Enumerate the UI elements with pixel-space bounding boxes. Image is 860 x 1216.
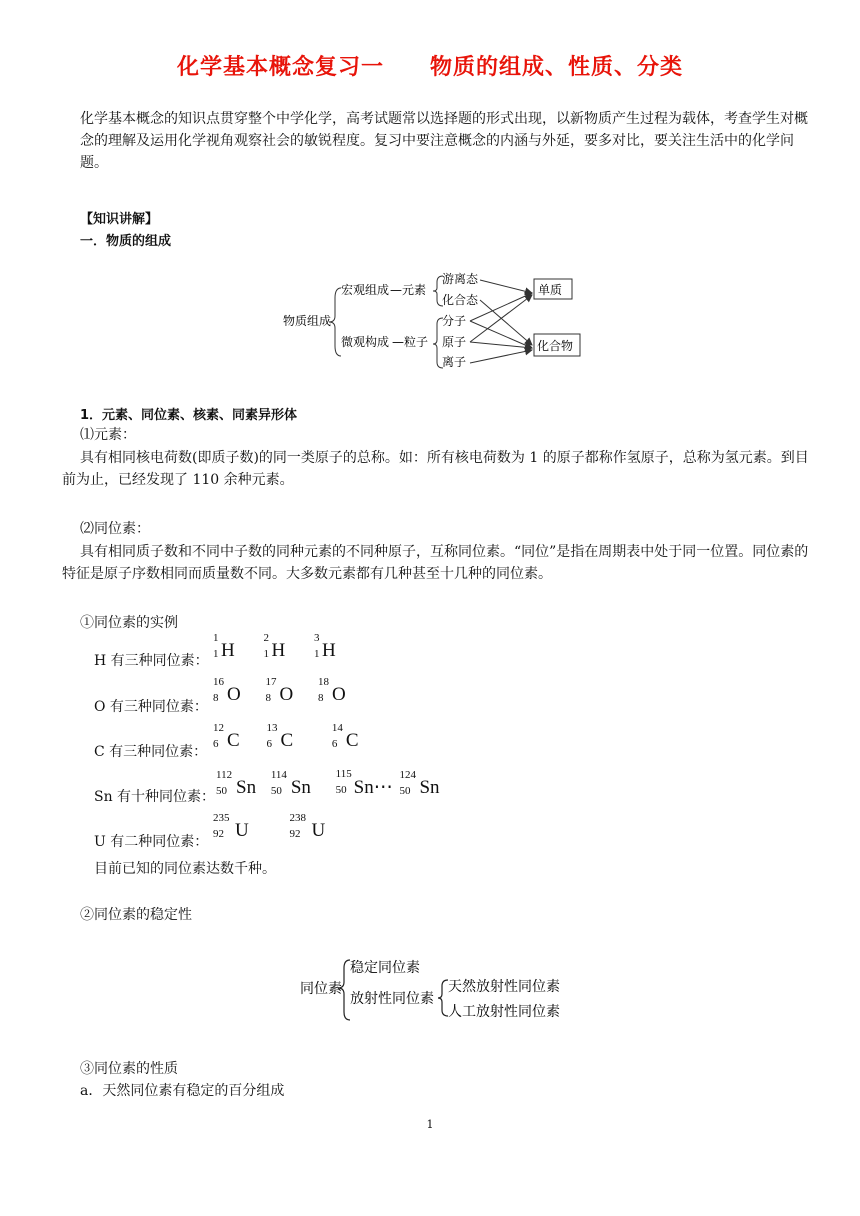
diagram2-artificial: 人工放射性同位素 <box>448 1004 560 1020</box>
section-heading-composition: 一．物质的组成 <box>80 234 172 249</box>
isotope-row-u: 235 92 U 238 92 U <box>213 812 326 841</box>
item-element-label: ⑴元素： <box>80 427 136 443</box>
diagram2-natural: 天然放射性同位素 <box>448 979 560 995</box>
known-count: 目前已知的同位素达数千种。 <box>94 861 276 877</box>
isotope-row-c: 12 6 C 13 6 C 14 6 C <box>213 722 359 751</box>
isotope-label-c: C 有三种同位素： <box>94 744 208 760</box>
diagram-micro: 微观构成 <box>341 335 390 349</box>
item-element-text: 具有相同核电荷数(即质子数)的同一类原子的总称。如：所有核电荷数为 1 的原子都称作氢原子，总称为氢元素。到目前为止，已经发现了 110 余种元素。 <box>62 450 809 488</box>
subsection-heading: 1．元素、同位素、核素、同素异形体 <box>80 408 298 423</box>
diagram2-stable: 稳定同位素 <box>350 960 420 976</box>
diagram-ion: 离子 <box>442 355 467 369</box>
isotope-row-o: 16 8 O 17 8 O 18 8 O <box>213 676 346 705</box>
isotope-row-sn: 112 50 Sn 114 50 Sn 115 50 Sn⋯ 124 50 Sn <box>216 768 440 798</box>
composition-diagram <box>275 268 595 380</box>
isotope-label-sn: Sn 有十种同位素： <box>94 789 216 805</box>
diagram-atom: 原子 <box>442 335 467 349</box>
isotope-label-u: U 有二种同位素： <box>94 834 209 850</box>
isotope-row-h: 1 1 H 2 1 H 3 1 H <box>213 632 336 661</box>
diagram2-root: 同位素 <box>300 981 342 997</box>
item-isotope-label: ⑵同位素： <box>80 521 150 537</box>
examples-title: ①同位素的实例 <box>80 615 178 631</box>
page-number: 1 <box>426 1118 434 1131</box>
diagram-molecule: 分子 <box>442 314 467 328</box>
isotope-label-h: H 有三种同位素： <box>94 653 209 669</box>
stability-title: ②同位素的稳定性 <box>80 907 192 923</box>
item-isotope-text: 具有相同质子数和不同中子数的同种元素的不同种原子，互称同位素。“同位”是指在周期表中处于同一位置。同位素的特征是原子序数相同而质量数不同。大多数元素都有几种甚至十几种的同位素。 <box>62 544 809 582</box>
property-a: a．天然同位素有稳定的百分组成 <box>80 1083 285 1099</box>
diagram-free: 游离态 <box>442 272 479 286</box>
diagram-root: 物质组成 <box>283 314 332 328</box>
intro-text: 化学基本概念的知识点贯穿整个中学化学，高考试题常以选择题的形式出现，以新物质产生过程为载体，考查学生对概念的理解及运用化学视角观察社会的敏锐程度。复习中要注意概念的内涵与外延，要多对比，要关注生活中的化学问题。 <box>80 111 808 171</box>
diagram2-radioactive: 放射性同位素 <box>350 991 434 1007</box>
isotope-label-o: O 有三种同位素： <box>94 699 208 715</box>
page-title: 化学基本概念复习一 物质的组成、性质、分类 <box>176 55 683 80</box>
diagram-compound: 化合物 <box>537 339 574 353</box>
diagram-particle: —粒子 <box>392 335 429 349</box>
diagram-element: —元素 <box>390 283 427 297</box>
stability-diagram <box>298 952 573 1024</box>
diagram-simple: 单质 <box>538 283 563 297</box>
section-header: 【知识讲解】 <box>80 212 159 227</box>
property-title: ③同位素的性质 <box>80 1061 178 1077</box>
intro-paragraph <box>80 108 810 174</box>
diagram-macro: 宏观组成 <box>341 283 390 297</box>
diagram-combined: 化合态 <box>442 293 479 307</box>
